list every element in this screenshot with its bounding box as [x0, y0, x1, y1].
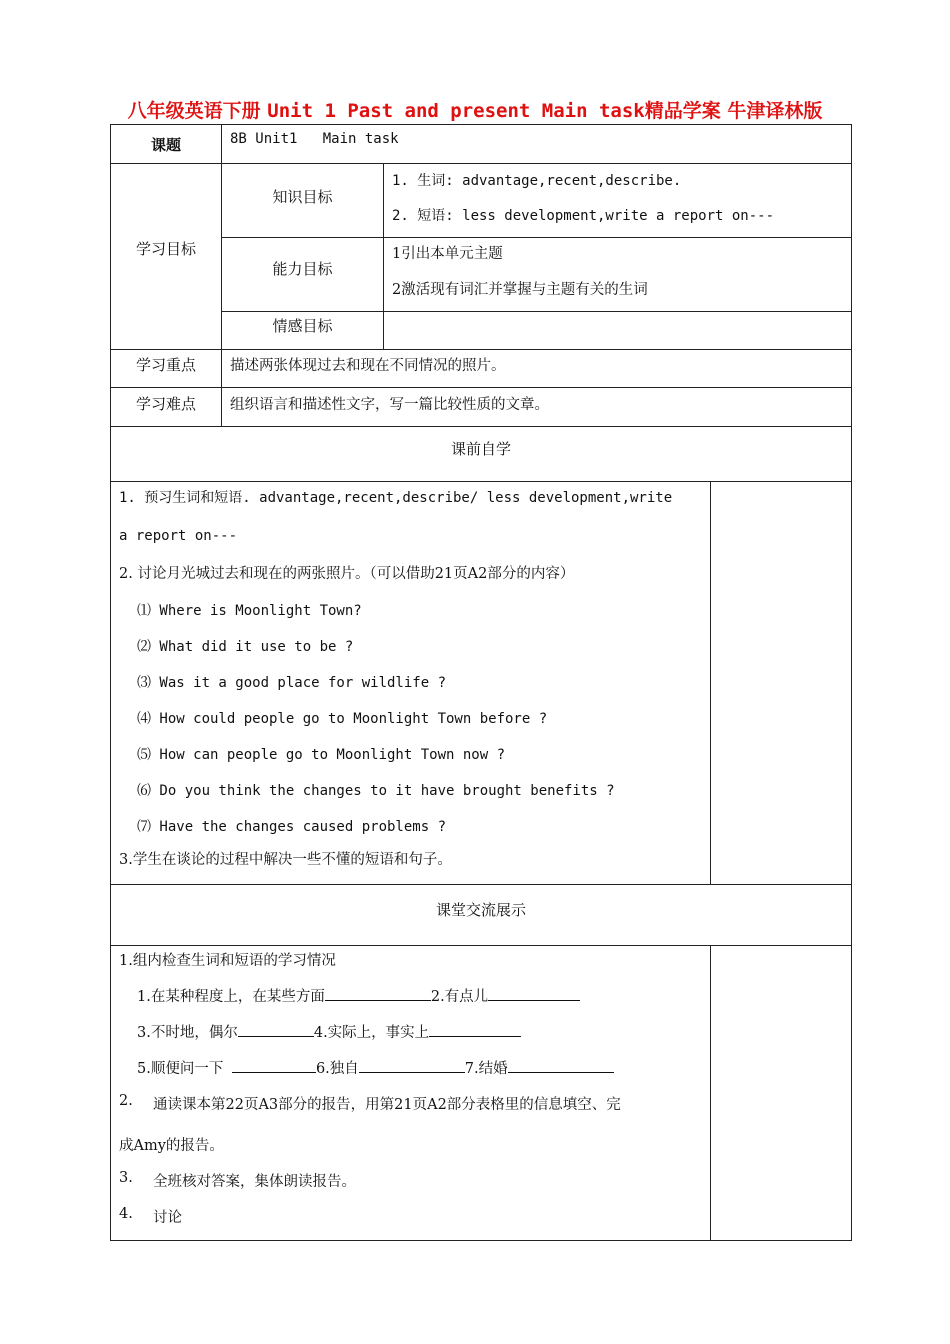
ability-line-1: 1引出本单元主题 — [392, 246, 503, 262]
preclass-question-6: ⑹ Do you think the changes to it have brought benefits ? — [137, 783, 615, 799]
classroom-item-2a: 通读课本第22页A3部分的报告，用第21页A2部分表格里的信息填空、完 — [153, 1097, 621, 1113]
emotion-label-cell — [221, 311, 384, 350]
keypoint-label-cell — [110, 349, 222, 388]
emotion-label: 情感目标 — [272, 317, 333, 335]
knowledge-label-cell — [221, 163, 384, 238]
objectives-label-cell — [110, 163, 222, 350]
preclass-item-1a: 1. 预习生词和短语. advantage,recent,describe/ less development,write — [119, 490, 673, 506]
vocab-4-prompt: 4.实际上，事实上 — [313, 1025, 430, 1041]
topic-label: 课题 — [150, 135, 181, 154]
vocab-6-prompt: 6.独自 — [315, 1061, 359, 1077]
vocab-1-prompt: 1.在某种程度上，在某些方面 — [137, 989, 325, 1005]
preclass-item-3: 3.学生在谈论的过程中解决一些不懂的短语和句子。 — [119, 852, 452, 868]
classroom-heading: 课堂交流展示 — [435, 900, 526, 919]
topic-label-cell — [110, 124, 222, 164]
preclass-content-cell — [110, 481, 711, 885]
keypoint-label: 学习重点 — [135, 356, 196, 374]
title-en: Unit 1 Past and present Main task — [267, 100, 645, 122]
classroom-item-4-num: 4. — [119, 1206, 133, 1222]
preclass-question-2: ⑵ What did it use to be ? — [137, 639, 354, 655]
vocab-7-prompt: 7.结婚 — [464, 1061, 508, 1077]
preclass-heading: 课前自学 — [450, 439, 511, 458]
vocab-6-blank[interactable] — [359, 1058, 465, 1073]
objectives-label: 学习目标 — [135, 240, 196, 258]
knowledge-line-2: 2. 短语: less development,write a report on--- — [392, 208, 775, 224]
preclass-question-3: ⑶ Was it a good place for wildlife ? — [137, 675, 447, 691]
classroom-item-3: 全班核对答案，集体朗读报告。 — [153, 1174, 356, 1190]
ability-label: 能力目标 — [272, 260, 333, 278]
classroom-notes-cell — [710, 945, 852, 1241]
classroom-item-4: 讨论 — [153, 1210, 182, 1226]
classroom-item-2-num: 2. — [119, 1093, 133, 1109]
knowledge-value-cell — [383, 163, 852, 238]
vocab-7-blank[interactable] — [508, 1058, 614, 1073]
preclass-question-5: ⑸ How can people go to Moonlight Town now ? — [137, 747, 506, 763]
difficulty-label-cell — [110, 387, 222, 427]
title-cn-1: 八年级英语下册 — [127, 100, 261, 122]
keypoint-value-cell — [221, 349, 852, 388]
difficulty-value-cell — [221, 387, 852, 427]
preclass-notes-cell — [710, 481, 852, 885]
difficulty-label: 学习难点 — [135, 394, 196, 413]
ability-line-2: 2激活现有词汇并掌握与主题有关的生词 — [392, 282, 648, 298]
preclass-heading-cell — [110, 426, 852, 482]
difficulty-value: 组织语言和描述性文字，写一篇比较性质的文章。 — [230, 397, 549, 413]
vocab-2-blank[interactable] — [488, 986, 580, 1001]
knowledge-line-1: 1. 生词: advantage,recent,describe. — [392, 173, 682, 189]
preclass-question-7: ⑺ Have the changes caused problems ? — [137, 819, 447, 835]
classroom-item-1: 1.组内检查生词和短语的学习情况 — [119, 953, 336, 969]
ability-label-cell — [221, 237, 384, 312]
preclass-question-1: ⑴ Where is Moonlight Town? — [137, 603, 362, 619]
vocab-5-prompt: 5.顺便问一下 — [137, 1061, 228, 1077]
topic-value-cell — [221, 124, 852, 164]
title-cn-2: 精品学案 牛津译林版 — [644, 100, 823, 122]
preclass-question-4: ⑷ How could people go to Moonlight Town before ? — [137, 711, 548, 727]
classroom-item-2b: 成Amy的报告。 — [119, 1138, 224, 1154]
vocab-1-blank[interactable] — [325, 986, 431, 1001]
vocab-row-1 — [137, 985, 580, 1006]
preclass-item-1b: a report on--- — [119, 528, 238, 544]
vocab-3-blank[interactable] — [238, 1022, 314, 1037]
classroom-heading-cell — [110, 884, 852, 946]
keypoint-value: 描述两张体现过去和现在不同情况的照片。 — [230, 358, 506, 374]
topic-value: 8B Unit1 Main task — [230, 131, 399, 147]
preclass-item-2: 2. 讨论月光城过去和现在的两张照片。（可以借助21页A2部分的内容） — [119, 566, 575, 582]
vocab-3-prompt: 3.不时地，偶尔 — [137, 1025, 238, 1041]
vocab-5-blank[interactable] — [232, 1058, 316, 1073]
emotion-value-cell — [383, 311, 852, 350]
vocab-row-2 — [137, 1021, 521, 1042]
vocab-4-blank[interactable] — [429, 1022, 521, 1037]
classroom-item-3-num: 3. — [119, 1170, 133, 1186]
ability-value-cell — [383, 237, 852, 312]
knowledge-label: 知识目标 — [272, 188, 333, 206]
document-title — [0, 96, 950, 123]
vocab-2-prompt: 2.有点儿 — [430, 989, 489, 1005]
vocab-row-3 — [137, 1057, 614, 1078]
classroom-content-cell — [110, 945, 711, 1241]
